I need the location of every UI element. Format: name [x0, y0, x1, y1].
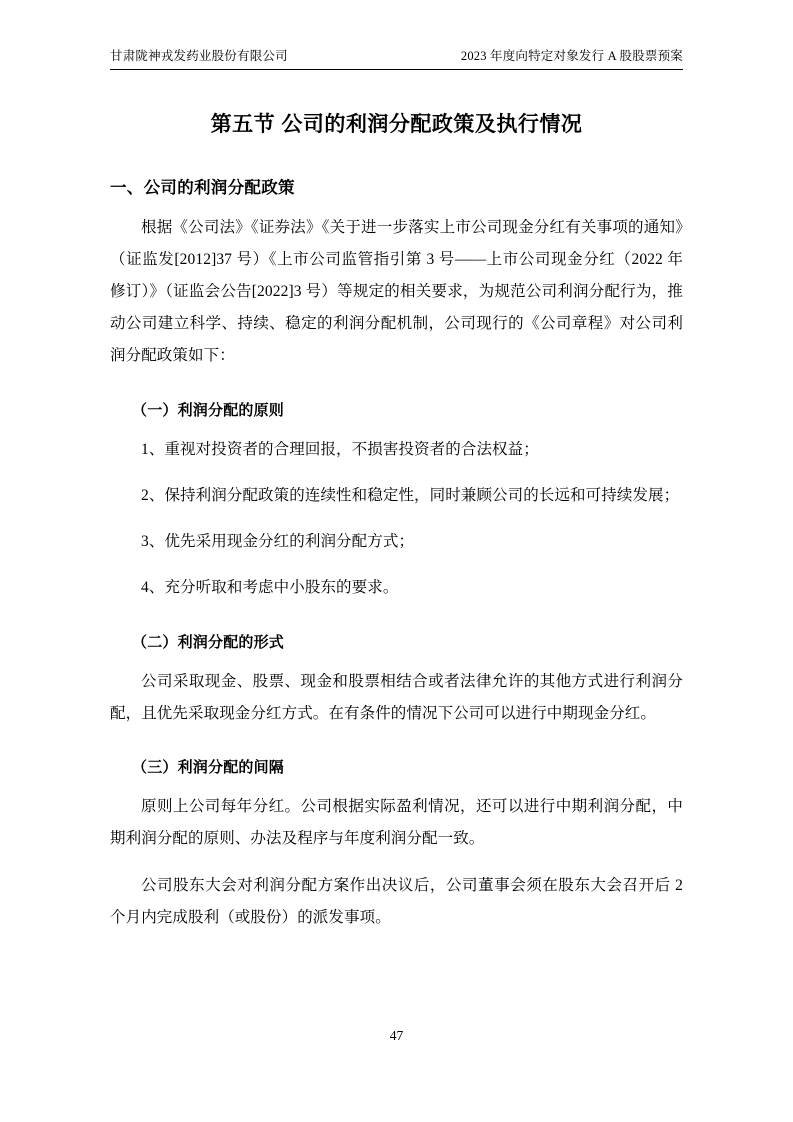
subsection-heading-1: （一）利润分配的原则 [132, 401, 285, 419]
page-content [110, 48, 683, 934]
page-header [110, 48, 683, 70]
subsection-heading-3: （三）利润分配的间隔 [132, 759, 285, 777]
section-heading-1: 一、公司的利润分配政策 [110, 178, 295, 197]
header-company-name: 甘肃陇神戎发药业股份有限公司 [110, 49, 288, 63]
subsection-3-paragraph-1: 原则上公司每年分红。公司根据实际盈利情况，还可以进行中期利润分配，中期利润分配的原则、办法及程序与年度利润分配一致。 [110, 798, 683, 848]
subsection-heading-2: （二）利润分配的形式 [132, 633, 285, 651]
header-document-name: 2023 年度向特定对象发行 A 股股票预案 [460, 49, 683, 63]
page-title: 第五节 公司的利润分配政策及执行情况 [210, 112, 583, 136]
section-intro-paragraph: 根据《公司法》《证券法》《关于进一步落实上市公司现金分红有关事项的通知》（证监发[2012]37 号）《上市公司监管指引第 3 号——上市公司现金分红（2022 年修订）》（证监会公告[2022]3 号）等规定的相关要求，为规范公司利润分配行为，推动公司建立科学、持续、稳定的利润分配机制，公司现行的《公司章程》对公司利润分配政策如下： [110, 218, 683, 365]
subsection-1-paragraph-3: 3、优先采用现金分红的利润分配方式； [141, 533, 415, 551]
subsection-1-paragraph-1: 1、重视对投资者的合理回报，不损害投资者的合法权益； [141, 440, 539, 458]
subsection-3-paragraph-2: 公司股东大会对利润分配方案作出决议后，公司董事会须在股东大会召开后 2 个月内完成股利（或股份）的派发事项。 [110, 876, 683, 926]
subsection-2-paragraph-1: 公司采取现金、股票、现金和股票相结合或者法律允许的其他方式进行利润分配，且优先采取现金分红方式。在有条件的情况下公司可以进行中期现金分红。 [110, 672, 683, 722]
page-number: 47 [389, 1028, 404, 1043]
subsection-1-paragraph-2: 2、保持利润分配政策的连续性和稳定性，同时兼顾公司的长远和可持续发展； [141, 486, 680, 504]
subsection-1-paragraph-4: 4、充分听取和考虑中小股东的要求。 [141, 579, 399, 597]
